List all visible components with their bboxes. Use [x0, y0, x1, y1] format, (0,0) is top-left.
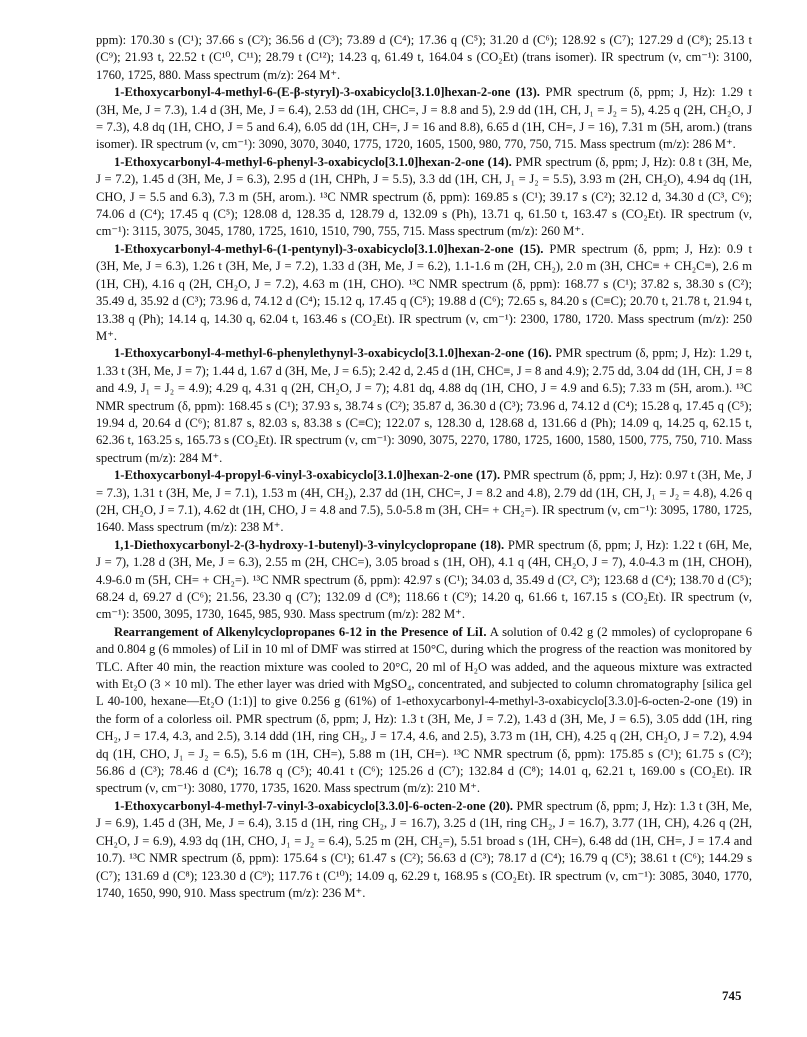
compound-title: 1-Ethoxycarbonyl-4-methyl-6-phenylethynyl-3-oxabicyclo[3.1.0]hexan-2-one (16).: [114, 346, 552, 361]
paragraph-compound-16: [96, 345, 752, 467]
paragraph-text: A solution of 0.42 g (2 mmoles) of cyclopropane 6 and 0.804 g (6 mmoles) of LiI in 10 ml of DMF was stirred at 150°C, during which the progress of the reaction was monitored by TLC. After 40 min, the reaction mixture was cooled to 20°C, 20 ml of H₂O was added, and the aqueous mixture was extracted with Et₂O (3 × 10 ml). The ether layer was dried with MgSO₄, concentrated, and subjected to column chromatography [silica gel L 40-100, hexane—Et₂O (1:1)] to give 0.256 g (61%) of 1-ethoxycarbonyl-4-methyl-3-oxabicyclo[3.3.0]-6-octen-2-one (19) in the form of a colorless oil. PMR spectrum (δ, ppm; J, Hz): 1.3 t (3H, Me, J = 7.2), 1.43 d (3H, Me, J = 6.5), 3.05 ddd (1H, ring CH₂, J = 17.4, 4.3, and 2.5), 3.14 ddd (1H, ring CH₂, J = 17.4, 4.6, and 2.5), 3.73 m (1H, CH), 4.25 q (2H, CH₂O, J = 7.2), 4.94 dq (1H, CHO, J₁ = J₂ = 6.5), 5.6 m (1H, CH=), 5.88 m (1H, CH=). ¹³C NMR spectrum (δ, ppm): 175.85 s (C¹); 61.75 s (C²); 56.86 d (C³); 78.46 d (C⁴); 16.78 q (C⁵); 40.41 t (C⁶); 125.26 d (C⁷); 132.84 d (C⁸); 14.01 q, 62.21 t, 169.00 s (CO₂Et). IR spectrum (ν, cm⁻¹): 3080, 1770, 1735, 1620. Mass spectrum (m/z): 210 M⁺.: [96, 624, 752, 796]
paragraph-text: PMR spectrum (δ, ppm; J, Hz): 0.8 t (3H, Me, J = 7.2), 1.45 d (3H, Me, J = 6.3), 2.95 d (1H, CHPh, J = 5.5), 3.3 dd (1H, CH, J₁ = J₂ = 5.5), 3.93 m (2H, CH₂O), 4.94 dq (1H, CHO, J = 5.5 and 6.3), 7.3 m (5H, arom.). ¹³C NMR spectrum (δ, ppm): 169.85 s (C¹); 39.17 s (C²); 32.12 d, 34.30 d (C³, C⁶); 74.06 d (C⁴); 17.45 q (C⁵); 128.08 d, 128.35 d, 128.79 d, 132.09 s (Ph), 13.71 q, 61.50 t, 163.47 s (CO₂Et). IR spectrum (ν, cm⁻¹): 3115, 3075, 3045, 1780, 1725, 1610, 1510, 790, 755, 715. Mass spectrum (m/z): 260 M⁺.: [96, 154, 752, 239]
compound-title: 1-Ethoxycarbonyl-4-methyl-6-phenyl-3-oxabicyclo[3.1.0]hexan-2-one (14).: [114, 154, 512, 169]
paragraph-text: PMR spectrum (δ, ppm; J, Hz): 1.29 t (3H, Me, J = 7.3), 1.4 d (3H, Me, J = 6.4), 2.53 dd (1H, CHC=, J = 8.8 and 5), 2.9 dd (1H, CH, J₁ = J₂ = 5), 4.25 q (2H, CH₂O, J = 7.3), 4.8 dq (1H, CHO, J = 5 and 6.4), 6.05 dd (1H, CH=, J = 16 and 8.8), 6.65 d (1H, CH=, J = 16), 7.31 m (5H, arom.) (trans isomer). IR spectrum (ν, cm⁻¹): 3090, 3070, 3040, 1775, 1720, 1605, 1500, 980, 770, 750, 715. Mass spectrum (m/z): 286 M⁺.: [96, 85, 752, 152]
paragraph-text: PMR spectrum (δ, ppm; J, Hz): 1.3 t (3H, Me, J = 6.9), 1.45 d (3H, Me, J = 6.4), 3.15 d (1H, ring CH₂, J = 16.7), 3.25 d (1H, ring CH₂, J = 16.7), 3.77 (1H, CH), 4.26 q (2H, CH₂O, J = 6.9), 4.93 dq (1H, CHO, J₁ = J₂ = 6.4), 5.25 m (2H, CH₂=), 5.51 broad s (1H, CH=), 6.48 dd (1H, CH=, J = 17.4 and 10.7). ¹³C NMR spectrum (δ, ppm): 175.64 s (C¹); 61.47 s (C²); 56.63 d (C³); 78.17 d (C⁴); 16.79 q (C⁵); 38.61 t (C⁶); 144.29 s (C⁷); 131.69 d (C⁸); 123.30 d (C⁹); 117.76 t (C¹⁰); 14.09 q, 62.29 t, 168.95 s (CO₂Et). IR spectrum (ν, cm⁻¹): 3085, 3040, 1770, 1740, 1650, 990, 910. Mass spectrum (m/z): 236 M⁺.: [96, 798, 752, 900]
paragraph-text: PMR spectrum (δ, ppm; J, Hz): 0.97 t (3H, Me, J = 7.3), 1.31 t (3H, Me, J = 7.1), 1.53 m (4H, CH₂), 2.37 dd (1H, CHC=, J = 8.2 and 4.8), 2.79 dd (1H, CH, J₁ = J₂ = 4.8), 4.26 q (2H, CH₂O, J = 7.1), 4.62 dt (1H, CHO, J = 4.8 and 7.5), 5.0-5.8 m (3H, CH= + CH₂=). IR spectrum (ν, cm⁻¹): 3095, 1780, 1725, 1640. Mass spectrum (m/z): 238 M⁺.: [96, 468, 752, 535]
paragraph-compound-20: [96, 798, 752, 902]
compound-title: 1-Ethoxycarbonyl-4-propyl-6-vinyl-3-oxabicyclo[3.1.0]hexan-2-one (17).: [114, 468, 501, 483]
compound-title: 1-Ethoxycarbonyl-4-methyl-6-(E-β-styryl)-3-oxabicyclo[3.1.0]hexan-2-one (13).: [114, 85, 540, 100]
paragraph-text: PMR spectrum (δ, ppm; J, Hz): 0.9 t (3H, Me, J = 6.3), 1.26 t (3H, Me, J = 7.2), 1.33 d (3H, Me, J = 6.2), 1.1-1.6 m (2H, CH₂), 2.0 m (3H, CHC≡ + CH₂C≡), 2.6 m (1H, CH), 4.16 q (2H, CH₂O, J = 7.2), 4.63 m (1H, CHO). ¹³C NMR spectrum (δ, ppm): 168.77 s (C¹); 37.82 s, 38.30 s (C²); 35.49 d, 35.92 d (C³); 73.96 d, 74.12 d (C⁴); 15.12 q, 17.45 q (C⁵); 19.88 d (C⁶); 72.65 s, 84.20 s (C≡C); 20.70 t, 21.78 t, 21.94 t, 13.38 q (Ph); 14.14 q, 14.30 q, 62.04 t, 163.46 s (CO₂Et). IR spectrum (ν, cm⁻¹): 2300, 1780, 1720. Mass spectrum (m/z): 250 M⁺.: [96, 241, 752, 343]
paragraph-text: ppm): 170.30 s (C¹); 37.66 s (C²); 36.56 d (C³); 73.89 d (C⁴); 17.36 q (C⁵); 31.20 d (C⁶); 128.92 s (C⁷); 127.29 d (C⁸); 25.13 t (C⁹); 21.93 t, 22.52 t (C¹⁰, C¹¹); 28.79 t (C¹²); 14.23 q, 61.49 t, 164.04 s (CO₂Et) (trans isomer). IR spectrum (ν, cm⁻¹): 3100, 1760, 1725, 880. Mass spectrum (m/z): 264 M⁺.: [96, 33, 752, 82]
paragraph-compound-15: [96, 241, 752, 345]
article-body: [96, 32, 752, 902]
paragraph-rearrangement: [96, 624, 752, 798]
paragraph-compound-17: [96, 467, 752, 537]
section-title: Rearrangement of Alkenylcyclopropanes 6-12 in the Presence of LiI.: [114, 624, 487, 639]
paragraph-text: PMR spectrum (δ, ppm; J, Hz): 1.29 t, 1.33 t (3H, Me, J = 7); 1.44 d, 1.67 d (3H, Me, J = 6.5); 2.42 d, 2.45 d (1H, CHC≡, J = 8 and 4.9); 2.75 dd, 3.04 dd (1H, CH, J = 8 and 4.9, J₁ = J₂ = 4.9); 4.29 q, 4.31 q (2H, CH₂O, J = 7); 4.81 dq, 4.88 dq (1H, CHO, J = 4.9 and 6.5); 7.33 m (5H, arom.). ¹³C NMR spectrum (δ, ppm): 168.45 s (C¹); 37.93 s, 38.74 s (C²); 35.87 d, 36.30 d (C³); 73.96 d, 74.12 d (C⁴); 15.28 q, 17.45 q (C⁵); 19.94 d, 20.64 d (C⁶); 81.87 s, 82.03 s, 83.38 s (C≡C); 122.07 s, 128.30 d, 128.68 d, 131.66 d (Ph); 14.09 q, 14.25 q, 62.15 t, 62.36 t, 163.25 s, 165.73 s (CO₂Et). IR spectrum (ν, cm⁻¹): 3090, 3075, 2270, 1780, 1725, 1600, 1580, 1500, 775, 750, 710. Mass spectrum (m/z): 284 M⁺.: [96, 346, 752, 465]
paragraph-compound-13: [96, 84, 752, 154]
compound-title: 1,1-Diethoxycarbonyl-2-(3-hydroxy-1-butenyl)-3-vinylcyclopropane (18).: [114, 537, 505, 552]
paragraph-text: PMR spectrum (δ, ppm; J, Hz): 1.22 t (6H, Me, J = 7), 1.28 d (3H, Me, J = 6.3), 2.55 m (2H, CHC=), 3.05 broad s (1H, OH), 4.1 q (4H, CH₂O, J = 7), 4.0-4.3 m (1H, CHOH), 4.9-6.0 m (5H, CH= + CH₂=). ¹³C NMR spectrum (δ, ppm): 42.97 s (C¹); 34.03 d, 35.49 d (C², C³); 123.68 d (C⁴); 138.70 d (C⁵); 68.24 d, 69.27 d (C⁶); 21.56, 23.30 q (C⁷); 132.09 d (C⁸); 118.66 t (C⁹); 14.20 q, 61.66 t, 167.15 s (CO₂Et). IR spectrum (ν, cm⁻¹): 3500, 3095, 1730, 1645, 985, 930. Mass spectrum (m/z): 282 M⁺.: [96, 537, 752, 622]
paragraph-continued: [96, 32, 752, 84]
paragraph-compound-14: [96, 154, 752, 241]
compound-title: 1-Ethoxycarbonyl-4-methyl-6-(1-pentynyl)-3-oxabicyclo[3.1.0]hexan-2-one (15).: [114, 241, 544, 256]
paragraph-compound-18: [96, 537, 752, 624]
compound-title: 1-Ethoxycarbonyl-4-methyl-7-vinyl-3-oxabicyclo[3.3.0]-6-octen-2-one (20).: [114, 798, 514, 813]
page-number: 745: [722, 988, 742, 1003]
